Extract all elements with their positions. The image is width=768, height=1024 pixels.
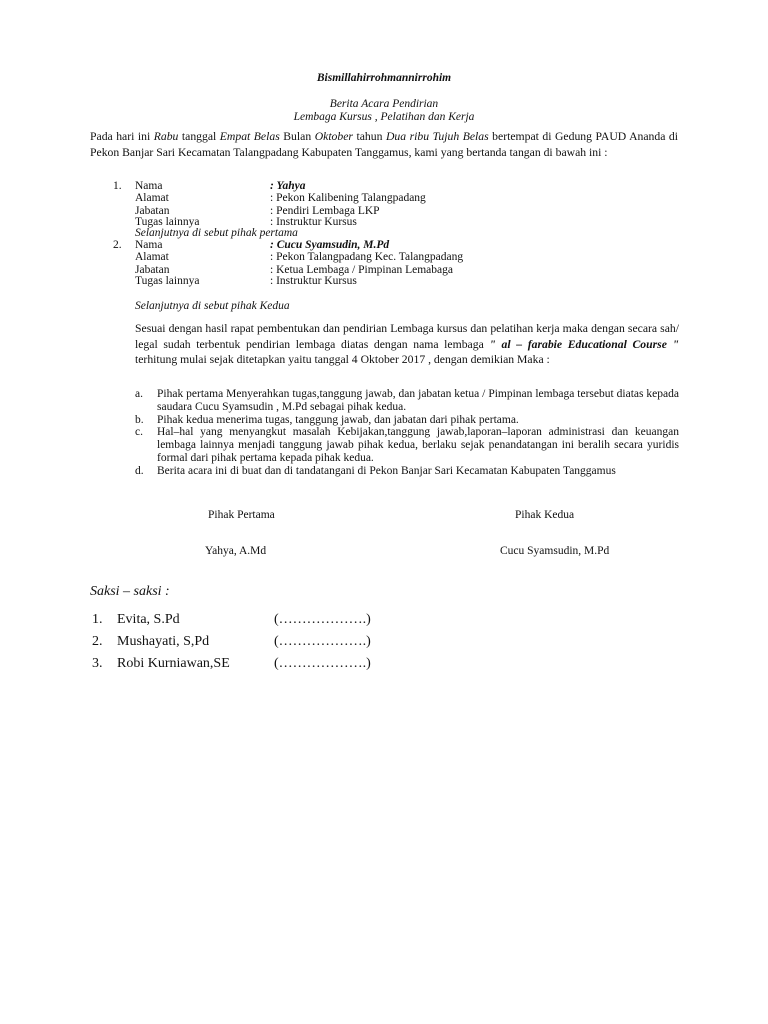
intro-month: Oktober <box>314 130 353 143</box>
intro-day: Rabu <box>153 130 179 143</box>
signature-right-role: Pihak Kedua <box>515 509 575 521</box>
list-item: b. Pihak kedua menerima tugas, tanggung jawab, dan jabatan dari pihak pertama. <box>135 413 519 426</box>
list-item: a. Pihak pertama Menyerahkan tugas,tanggung jawab, dan jabatan ketua / Pimpinan lembaga tersebut diatas kepada saudara Cucu Syamsudin , M.Pd sebagai pihak kedua. <box>135 388 679 413</box>
intro-paragraph: Pada hari ini Rabu tanggal Empat Belas Bulan Oktober tahun Dua ribu Tujuh Belas bertempat di Gedung PAUD Ananda di Pekon Banjar Sari Kecamatan Talangpadang Kabupaten Tanggamus, kami yang bertanda tangan di bawah ini : <box>90 130 679 159</box>
document-page: Bismillahirrohmannirrohim Berita Acara Pendirian Lembaga Kursus , Pelatihan dan Kerja Pada hari ini Rabu tanggal Empat Belas Bulan Oktober tahun Dua ribu Tujuh Belas bertempat di Gedung PAUD Ananda di Pekon Banjar Sari Kecamatan Talangpadang Kabupaten Tanggamus, kami yang bertanda tangan di bawah ini : 1. Nama : Yahya Alamat : Pekon Kalibening Talangpadang Jabatan : Pendiri Lembaga LKP Tugas lainnya : Instruktur Kursus Selanjutnya di sebut pihak pertama 2. Nama : Cucu Syamsudin, M.Pd Alamat : Pekon Talangpadang Kec. Talangpadang Jabatan : Ketua Lembaga / Pimpinan Lemabaga Tugas lainnya : Instruktur Kursus Selanjutnya di sebut pihak Kedua Sesuai dengan hasil rapat pembentukan dan pendirian Lembaga kursus dan pelatihan kerja maka dengan secara sah/ legal sudah terbentuk pendirian lembaga diatas dengan nama lembaga " al – farabie Educational Course " terhitung mulai sejak ditetapkan yaitu tanggal 4 Oktober 2017 , dengan demikian Maka : a. Pihak pertama Menyerahkan tugas,tanggung jawab, dan jabatan ketua / Pimpinan lembaga tersebut diatas kepada saudara Cucu Syamsudin , M.Pd sebagai pihak kedua. b. Pihak kedua menerima tugas, tanggung jawab, dan jabatan dari pihak pertama. c. Hal–hal yang menyangkut masalah Kebijakan,tanggung jawab,laporan–laporan administrasi dan keuangan lembaga lainnya menjadi tanggung jawab pihak kedua, berlaku sejak penandatangan ini beralih secara yuridis formal dari pihak pertama kepada pihak kedua. d. Berita acara ini di buat dan di tandatangani di Pekon Banjar Sari Kecamatan Kabupaten Tanggamus Pihak Pertama Pihak Kedua Yahya, A.Md Cucu Syamsudin, M.Pd Saksi – saksi : 1. Evita, S.Pd (……………….) 2. Mushayati, S,Pd (……………….) 3. Robi Kurniawan,SE (……………….) <box>0 0 768 1024</box>
intro-date: Empat Belas <box>219 130 280 143</box>
signature-left-role: Pihak Pertama <box>208 509 275 521</box>
list-item: d. Berita acara ini di buat dan di tandatangani di Pekon Banjar Sari Kecamatan Kabupaten Tanggamus <box>135 464 616 477</box>
doc-title: Berita Acara Pendirian <box>329 98 439 110</box>
party-2-note: Selanjutnya di sebut pihak Kedua <box>135 300 290 312</box>
doc-opening: Bismillahirrohmannirrohim <box>316 72 452 84</box>
body-paragraph: Sesuai dengan hasil rapat pembentukan dan pendirian Lembaga kursus dan pelatihan kerja maka dengan secara sah/ legal sudah terbentuk pendirian lembaga diatas dengan nama lembaga " al – farabie Educational Course " terhitung mulai sejak ditetapkan yaitu tanggal 4 Oktober 2017 , dengan demikian Maka : <box>135 322 680 366</box>
signature-right-name: Cucu Syamsudin, M.Pd <box>500 545 610 557</box>
points-list <box>135 388 679 478</box>
intro-year: Dua ribu Tujuh Belas <box>385 130 489 143</box>
institution-name: " al – farabie Educational Course " <box>489 337 680 351</box>
signature-left-name: Yahya, A.Md <box>205 545 267 557</box>
doc-subtitle: Lembaga Kursus , Pelatihan dan Kerja <box>293 111 475 123</box>
witnesses-title: Saksi – saksi : <box>90 584 170 599</box>
list-item: c. Hal–hal yang menyangkut masalah Kebijakan,tanggung jawab,laporan–laporan administrasi dan keuangan lembaga lainnya menjadi tanggung jawab pihak kedua, berlaku sejak penandatangan ini beralih secara yuridis formal dari pihak pertama kepada pihak kedua. <box>135 426 679 464</box>
party-1-name: : Yahya <box>270 180 306 192</box>
party-2-name: : Cucu Syamsudin, M.Pd <box>270 239 390 251</box>
party-1-note: Selanjutnya di sebut pihak pertama <box>135 227 298 239</box>
